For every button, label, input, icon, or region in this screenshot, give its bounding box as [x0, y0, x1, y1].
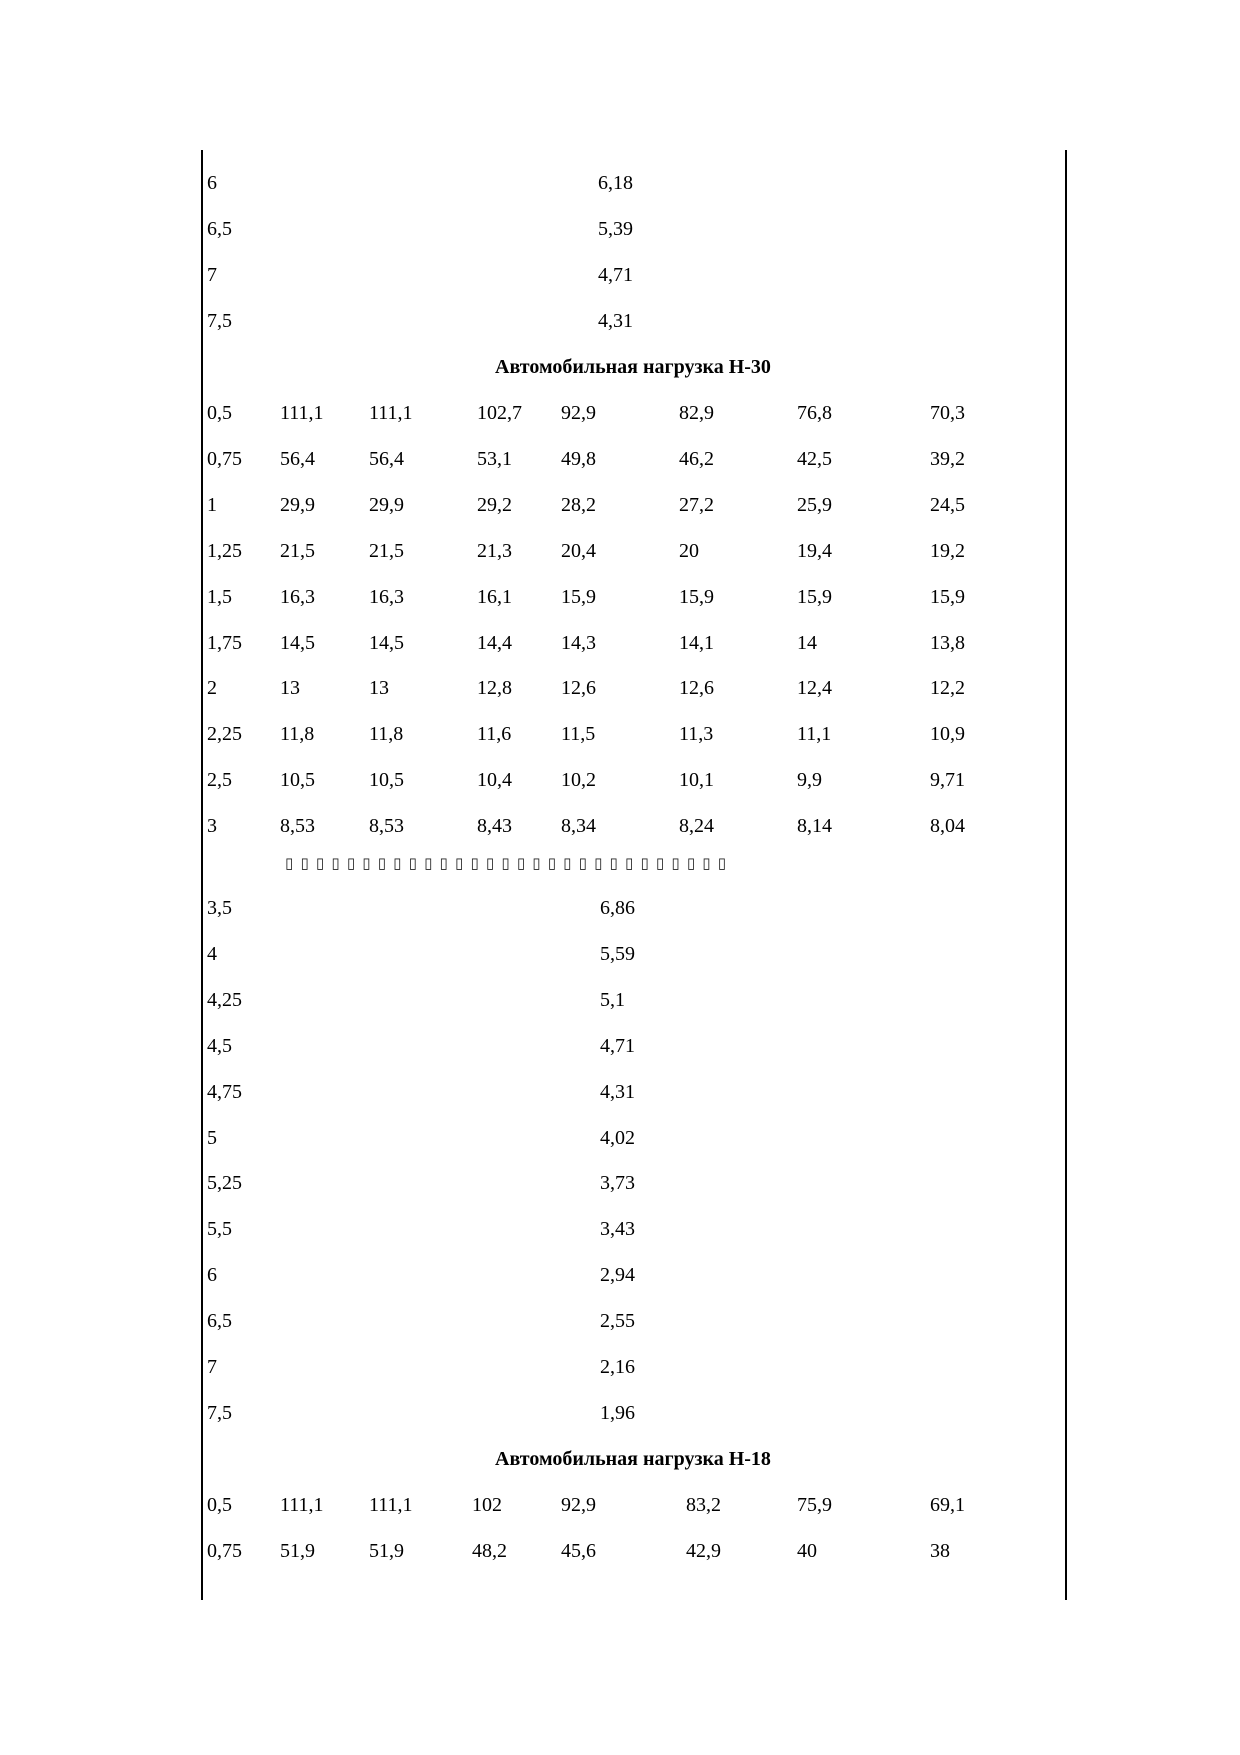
value-cell: 11,3: [679, 723, 714, 746]
value-cell: 8,14: [797, 815, 832, 838]
value-cell: 45,6: [561, 1539, 596, 1562]
value-cell: 25,9: [797, 493, 832, 516]
garbled-text-line: ▯▯▯▯▯▯▯▯▯▯▯▯▯▯▯▯▯▯▯▯▯▯▯▯▯▯▯▯▯: [285, 854, 734, 872]
table-row: [0, 398, 1240, 428]
value-cell: 39,2: [930, 447, 965, 470]
value-cell: 8,53: [369, 815, 404, 838]
value-cell: 4,71: [600, 1034, 635, 1057]
value-cell: 10,4: [477, 769, 512, 792]
value-cell: 92,9: [561, 1494, 596, 1516]
value-cell: 10,9: [930, 723, 965, 746]
value-cell: 75,9: [797, 1494, 832, 1516]
value-cell: 11,6: [477, 723, 512, 746]
value-cell: 2,55: [600, 1310, 635, 1333]
table-row: [0, 1490, 1240, 1520]
value-cell: 56,4: [369, 447, 404, 470]
value-cell: 13: [369, 677, 389, 700]
value-cell: 12,6: [561, 677, 596, 700]
value-cell: 14,5: [280, 631, 315, 654]
span-cell: 7,5: [207, 1401, 232, 1424]
value-cell: 40: [797, 1539, 817, 1562]
value-cell: 14,1: [679, 631, 714, 654]
table-row: [0, 1214, 1240, 1244]
value-cell: 5,39: [598, 217, 633, 240]
value-cell: 53,1: [477, 447, 512, 470]
value-cell: 102: [472, 1494, 502, 1516]
span-cell: 1: [207, 493, 217, 516]
span-cell: 5,25: [207, 1172, 242, 1195]
value-cell: 11,1: [797, 723, 832, 746]
value-cell: 3,73: [600, 1172, 635, 1195]
value-cell: 20: [679, 539, 699, 562]
value-cell: 9,71: [930, 769, 965, 792]
value-cell: 70,3: [930, 402, 965, 424]
value-cell: 20,4: [561, 539, 596, 562]
value-cell: 16,3: [369, 585, 404, 608]
value-cell: 21,5: [369, 539, 404, 562]
value-cell: 102,7: [477, 402, 522, 424]
span-cell: 6,5: [207, 217, 232, 240]
table-row: [0, 985, 1240, 1015]
table-row: [0, 1352, 1240, 1382]
value-cell: 76,8: [797, 402, 832, 424]
table-row: [0, 765, 1240, 795]
value-cell: 19,4: [797, 539, 832, 562]
value-cell: 21,5: [280, 539, 315, 562]
value-cell: 28,2: [561, 493, 596, 516]
value-cell: 11,8: [369, 723, 404, 746]
value-cell: 42,5: [797, 447, 832, 470]
table-row: [0, 1031, 1240, 1061]
value-cell: 15,9: [930, 585, 965, 608]
value-cell: 14,3: [561, 631, 596, 654]
value-cell: 29,9: [280, 493, 315, 516]
table-row: [0, 1168, 1240, 1198]
value-cell: 15,9: [797, 585, 832, 608]
value-cell: 6,86: [600, 897, 635, 919]
value-cell: 29,9: [369, 493, 404, 516]
section-title: Автомобильная нагрузка Н-30: [495, 356, 771, 378]
span-cell: 6: [207, 172, 217, 194]
span-cell: 1,25: [207, 539, 242, 562]
value-cell: 83,2: [686, 1494, 721, 1516]
value-cell: 4,31: [598, 309, 633, 332]
span-cell: 4,5: [207, 1034, 232, 1057]
span-cell: 5: [207, 1126, 217, 1149]
value-cell: 11,8: [280, 723, 315, 746]
value-cell: 49,8: [561, 447, 596, 470]
value-cell: 29,2: [477, 493, 512, 516]
table-row: [0, 1260, 1240, 1290]
value-cell: 42,9: [686, 1539, 721, 1562]
value-cell: 14: [797, 631, 817, 654]
span-cell: 0,5: [207, 402, 232, 424]
table-row: [0, 673, 1240, 703]
value-cell: 8,34: [561, 815, 596, 838]
table-row: [0, 536, 1240, 566]
value-cell: 48,2: [472, 1539, 507, 1562]
value-cell: 8,24: [679, 815, 714, 838]
value-cell: 38: [930, 1539, 950, 1562]
value-cell: 9,9: [797, 769, 822, 792]
value-cell: 51,9: [369, 1539, 404, 1562]
value-cell: 8,53: [280, 815, 315, 838]
table-row: [0, 893, 1240, 923]
value-cell: 5,1: [600, 988, 625, 1011]
value-cell: 14,4: [477, 631, 512, 654]
value-cell: 4,71: [598, 263, 633, 286]
value-cell: 8,04: [930, 815, 965, 838]
span-cell: 2,5: [207, 769, 232, 792]
table-row: [0, 214, 1240, 244]
table-row: [0, 260, 1240, 290]
table-row: [0, 1123, 1240, 1153]
table-right-border: [1065, 150, 1067, 1600]
value-cell: 27,2: [679, 493, 714, 516]
value-cell: 82,9: [679, 402, 714, 424]
table-row: [0, 628, 1240, 658]
table-row: [0, 719, 1240, 749]
value-cell: 13,8: [930, 631, 965, 654]
value-cell: 111,1: [280, 1494, 324, 1516]
span-cell: 7,5: [207, 309, 232, 332]
span-cell: 4,25: [207, 988, 242, 1011]
value-cell: 2,94: [600, 1264, 635, 1287]
value-cell: 13: [280, 677, 300, 700]
value-cell: 16,1: [477, 585, 512, 608]
value-cell: 3,43: [600, 1218, 635, 1241]
span-cell: 1,5: [207, 585, 232, 608]
table-row: [0, 1306, 1240, 1336]
value-cell: 6,18: [598, 172, 633, 194]
value-cell: 51,9: [280, 1539, 315, 1562]
span-cell: 2,25: [207, 723, 242, 746]
span-cell: 7: [207, 263, 217, 286]
value-cell: 10,2: [561, 769, 596, 792]
value-cell: 46,2: [679, 447, 714, 470]
span-cell: 0,5: [207, 1494, 232, 1516]
value-cell: 24,5: [930, 493, 965, 516]
table-row: [0, 490, 1240, 520]
value-cell: 10,5: [280, 769, 315, 792]
value-cell: 69,1: [930, 1494, 965, 1516]
value-cell: 1,96: [600, 1401, 635, 1424]
table-row: [0, 444, 1240, 474]
value-cell: 56,4: [280, 447, 315, 470]
value-cell: 4,31: [600, 1080, 635, 1103]
span-cell: 0,75: [207, 447, 242, 470]
table-row: [0, 939, 1240, 969]
value-cell: 111,1: [369, 1494, 413, 1516]
value-cell: 12,8: [477, 677, 512, 700]
value-cell: 2,16: [600, 1356, 635, 1378]
span-cell: 1,75: [207, 631, 242, 654]
value-cell: 92,9: [561, 402, 596, 424]
span-cell: 6: [207, 1264, 217, 1287]
value-cell: 12,6: [679, 677, 714, 700]
value-cell: 11,5: [561, 723, 596, 746]
value-cell: 12,4: [797, 677, 832, 700]
value-cell: 111,1: [280, 402, 324, 424]
span-cell: 7: [207, 1356, 217, 1378]
value-cell: 14,5: [369, 631, 404, 654]
value-cell: 15,9: [679, 585, 714, 608]
value-cell: 8,43: [477, 815, 512, 838]
section-title: Автомобильная нагрузка Н-18: [495, 1448, 771, 1470]
span-cell: 2: [207, 677, 217, 700]
value-cell: 10,1: [679, 769, 714, 792]
span-cell: 6,5: [207, 1310, 232, 1333]
value-cell: 12,2: [930, 677, 965, 700]
value-cell: 111,1: [369, 402, 413, 424]
span-cell: 3,5: [207, 897, 232, 919]
table-row: [0, 306, 1240, 336]
span-cell: 3: [207, 815, 217, 838]
span-cell: 4,75: [207, 1080, 242, 1103]
span-cell: 5,5: [207, 1218, 232, 1241]
value-cell: 19,2: [930, 539, 965, 562]
span-cell: 0,75: [207, 1539, 242, 1562]
table-row: [0, 168, 1240, 198]
table-row: [0, 582, 1240, 612]
table-row: [0, 811, 1240, 841]
value-cell: 16,3: [280, 585, 315, 608]
span-cell: 4: [207, 942, 217, 965]
value-cell: 15,9: [561, 585, 596, 608]
table-row: [0, 1536, 1240, 1566]
value-cell: 5,59: [600, 942, 635, 965]
value-cell: 21,3: [477, 539, 512, 562]
value-cell: 10,5: [369, 769, 404, 792]
table-row: [0, 1398, 1240, 1428]
value-cell: 4,02: [600, 1126, 635, 1149]
table-row: [0, 1077, 1240, 1107]
